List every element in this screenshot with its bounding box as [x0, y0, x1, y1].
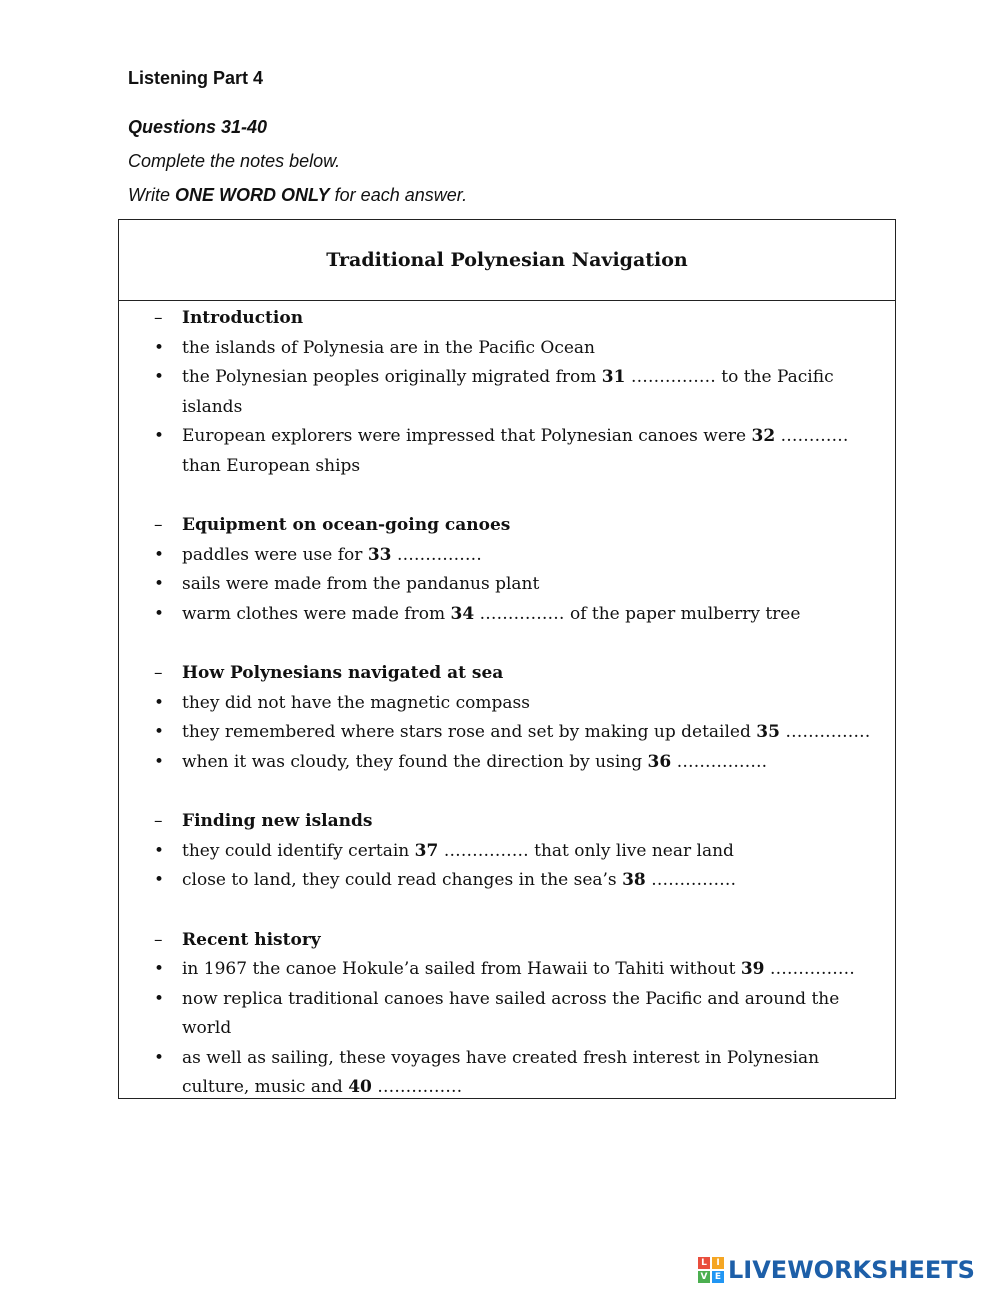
- section-heading-row: [119, 926, 895, 956]
- section-heading: How Polynesians navigated at sea: [182, 663, 504, 683]
- note-bullet: [119, 541, 895, 571]
- note-bullet: [119, 689, 895, 719]
- note-text: close to land, they could read changes in the sea’s: [182, 870, 623, 890]
- bullet-marker: •: [154, 751, 165, 772]
- note-text-after: ……………: [645, 870, 737, 890]
- logo-letter-tile: L: [698, 1257, 710, 1269]
- bullet-marker: •: [154, 692, 165, 713]
- note-bullet: [119, 866, 895, 896]
- question-number: 37: [414, 840, 439, 861]
- question-range: Questions 31-40: [128, 117, 268, 137]
- note-text: the Polynesian peoples originally migrated from: [182, 367, 602, 387]
- notes-box: [118, 219, 896, 1099]
- question-number: 31: [601, 367, 626, 387]
- instruction-pre: Write: [128, 185, 175, 205]
- section-spacer: [119, 896, 895, 926]
- instruction-complete: Complete the notes below.: [128, 151, 341, 171]
- bullet-marker: •: [154, 870, 165, 890]
- question-number: 34: [450, 603, 475, 624]
- note-text-after: …………… that only live near land: [438, 840, 734, 861]
- section-spacer: [119, 481, 895, 511]
- bullet-marker: •: [154, 722, 165, 742]
- notes-body: [119, 301, 895, 1103]
- note-bullet: [119, 718, 895, 748]
- dash-marker: –: [154, 308, 163, 328]
- instruction-word-limit: [128, 185, 467, 206]
- note-text: they remembered where stars rose and set by making up detailed: [182, 722, 757, 742]
- note-bullet: [119, 363, 895, 422]
- instruction-post: for each answer.: [329, 185, 468, 205]
- section-heading: Introduction: [182, 308, 304, 328]
- note-text: as well as sailing, these voyages have created fresh interest in Polynesian culture, music and: [182, 1047, 820, 1097]
- section-heading: Finding new islands: [182, 811, 373, 831]
- note-text-after: ……………: [371, 1077, 463, 1097]
- note-text-after: …………….: [671, 751, 767, 772]
- note-text-after: …………… to the Pacific islands: [182, 367, 834, 417]
- logo-letter-tile: V: [698, 1271, 710, 1283]
- question-number: 35: [756, 722, 780, 742]
- dash-marker: –: [154, 515, 163, 535]
- section-heading-row: [119, 807, 895, 837]
- section-heading-row: [119, 511, 895, 541]
- note-bullet: [119, 334, 895, 364]
- note-text-after: …………… of the paper mulberry tree: [474, 603, 801, 624]
- note-text: they could identify certain: [182, 840, 415, 861]
- note-text: they did not have the magnetic compass: [182, 692, 530, 713]
- bullet-marker: •: [154, 337, 165, 358]
- bullet-marker: •: [154, 574, 165, 594]
- note-text: sails were made from the pandanus plant: [182, 574, 540, 594]
- dash-marker: –: [154, 811, 163, 831]
- dash-marker: –: [154, 929, 163, 950]
- section-heading: Equipment on ocean-going canoes: [182, 515, 511, 535]
- note-bullet: [119, 955, 895, 985]
- note-bullet: [119, 1044, 895, 1103]
- notes-header: [119, 220, 895, 301]
- note-text: in 1967 the canoe Hokule’a sailed from Hawaii to Tahiti without: [182, 959, 741, 979]
- question-number: 40: [348, 1077, 372, 1097]
- bullet-marker: •: [154, 1047, 165, 1068]
- section-spacer: [119, 629, 895, 659]
- note-text-after: ……………: [391, 544, 482, 565]
- part-title: Listening Part 4: [128, 68, 264, 88]
- question-number: 33: [367, 544, 392, 565]
- bullet-marker: •: [154, 959, 165, 979]
- section-heading-row: [119, 304, 895, 334]
- note-text-after: ……………: [779, 722, 871, 742]
- question-number: 38: [622, 870, 646, 890]
- bullet-marker: •: [154, 544, 165, 565]
- note-bullet: [119, 600, 895, 630]
- bullet-marker: •: [154, 840, 165, 861]
- bullet-marker: •: [154, 426, 165, 446]
- note-bullet: [119, 985, 895, 1044]
- dash-marker: –: [154, 663, 163, 683]
- question-number: 39: [740, 959, 765, 979]
- note-text: paddles were use for: [182, 544, 368, 565]
- note-bullet: [119, 422, 895, 481]
- note-bullet: [119, 748, 895, 778]
- notes-title: Traditional Polynesian Navigation: [326, 249, 688, 271]
- logo-letter-tile: E: [712, 1271, 724, 1283]
- brand-name: LIVEWORKSHEETS: [728, 1256, 975, 1284]
- note-text-after: ………… than European ships: [182, 426, 849, 476]
- note-bullet: [119, 837, 895, 867]
- note-text: European explorers were impressed that Polynesian canoes were: [182, 426, 752, 446]
- question-number: 32: [751, 426, 776, 446]
- bullet-marker: •: [154, 988, 165, 1009]
- note-text: warm clothes were made from: [182, 603, 451, 624]
- bullet-marker: •: [154, 603, 165, 624]
- logo-letter-tile: I: [712, 1257, 724, 1269]
- bullet-marker: •: [154, 367, 165, 387]
- section-heading-row: [119, 659, 895, 689]
- note-text: when it was cloudy, they found the direction by using: [182, 751, 648, 772]
- note-text-after: ……………: [764, 959, 855, 979]
- liveworksheets-brand: [698, 1255, 975, 1285]
- note-text: now replica traditional canoes have sailed across the Pacific and around the world: [182, 988, 840, 1038]
- instruction-emphasis: ONE WORD ONLY: [175, 185, 330, 205]
- section-spacer: [119, 777, 895, 807]
- note-text: the islands of Polynesia are in the Pacific Ocean: [182, 337, 595, 358]
- question-number: 36: [647, 751, 672, 772]
- note-bullet: [119, 570, 895, 600]
- liveworksheets-logo-icon: [698, 1257, 724, 1283]
- section-heading: Recent history: [182, 929, 321, 950]
